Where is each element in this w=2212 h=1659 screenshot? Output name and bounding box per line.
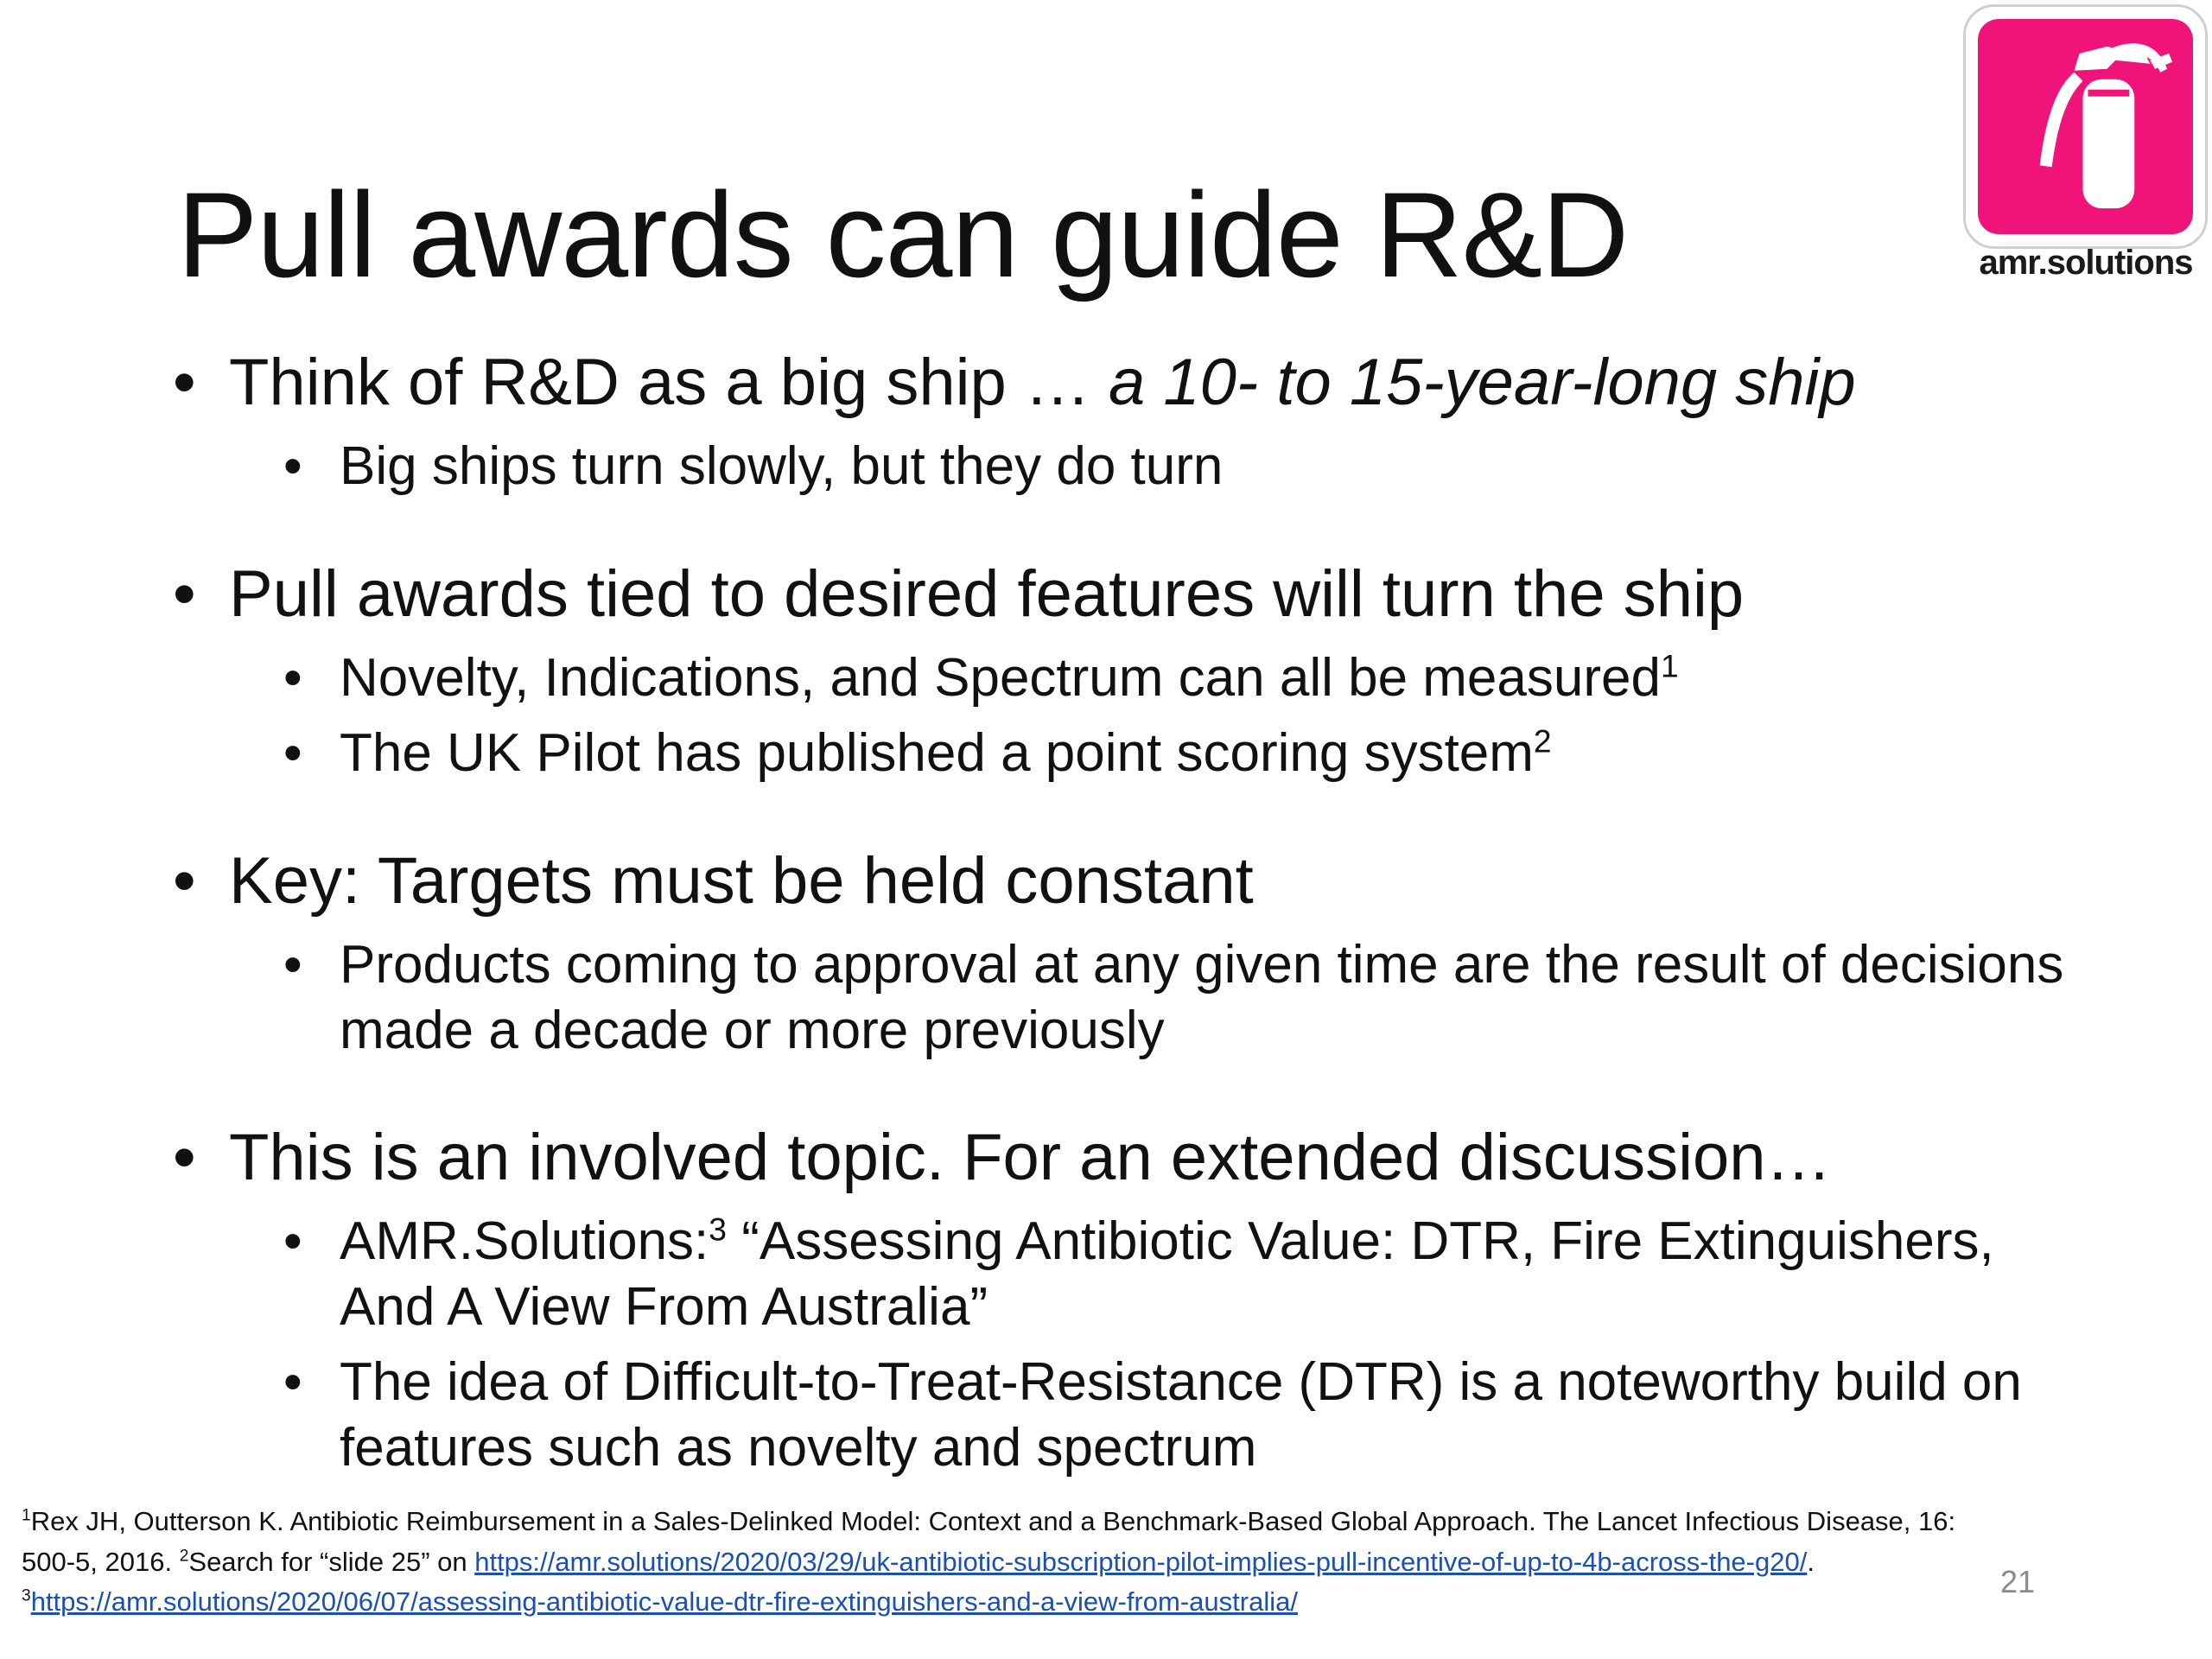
- footnote-text: .: [1807, 1546, 1815, 1577]
- bullet-italic-text: a 10- to 15-year-long ship: [1108, 346, 1856, 419]
- bullet-big-ship: [173, 341, 2074, 423]
- footnote-ref: 2: [1533, 722, 1552, 760]
- subbullet-measured: [173, 645, 2074, 711]
- page-number: 21: [2000, 1564, 2036, 1599]
- footnote-marker: 2: [179, 1547, 189, 1566]
- footnote-link-dtr[interactable]: https://amr.solutions/2020/06/07/assessing-antibiotic-value-dtr-fire-extinguishers-and-a-view-from-australia/: [30, 1586, 1298, 1617]
- subbullet-dtr: • The idea of Difficult-to-Treat-Resistance (DTR) is a noteworthy build on features such as novelty and spectrum: [173, 1350, 2074, 1480]
- footnote-ref: 1: [1661, 646, 1679, 683]
- footnote-text: Rex JH, Outterson K. Antibiotic Reimbursement in a Sales-Delinked Model: Context and a Benchmark-Based Global Approach. The Lancet Infectious Disease, 16: 500-5, 2016.: [22, 1506, 1956, 1577]
- fire-extinguisher-icon: [1978, 19, 2193, 234]
- subbullet-turn-slowly: • Big ships turn slowly, but they do turn: [173, 434, 2074, 499]
- footnote-marker: 3: [22, 1586, 31, 1605]
- logo-background: [1978, 19, 2193, 234]
- amr-solutions-logo: [1963, 4, 2208, 249]
- footnote-marker: 1: [22, 1506, 31, 1525]
- bullet-list: [173, 341, 2074, 1481]
- bullet-text: Think of R&D as a big ship …: [229, 346, 1109, 419]
- logo-text: amr.solutions: [1979, 244, 2193, 282]
- bullet-involved-topic: • This is an involved topic. For an extended discussion…: [173, 1116, 2074, 1198]
- slide-title: Pull awards can guide R&D: [177, 167, 1629, 302]
- bullet-text: Novelty, Indications, and Spectrum can all be measured: [340, 647, 1661, 708]
- subbullet-uk-pilot: [173, 721, 2074, 786]
- subbullet-products: • Products coming to approval at any given time are the result of decisions made a decade or more previously: [173, 932, 2074, 1063]
- bullet-targets: • Key: Targets must be held constant: [173, 840, 2074, 922]
- bullet-text: The UK Pilot has published a point scoring system: [340, 723, 1534, 784]
- footnote-text: Search for “slide 25” on: [188, 1546, 475, 1577]
- bullet-pull-awards: • Pull awards tied to desired features will turn the ship: [173, 553, 2074, 635]
- footnote-ref: 3: [709, 1211, 727, 1248]
- bullet-text: “Assessing Antibiotic Value: DTR, Fire Extinguishers, And A View From Australia”: [340, 1211, 1994, 1337]
- footnotes: [22, 1502, 1992, 1623]
- bullet-text: AMR.Solutions:: [340, 1211, 709, 1272]
- subbullet-amr-solutions: [173, 1209, 2074, 1339]
- footnote-link-uk-pilot[interactable]: https://amr.solutions/2020/03/29/uk-antibiotic-subscription-pilot-implies-pull-incentive-of-up-to-4b-across-the-g20/: [474, 1546, 1808, 1577]
